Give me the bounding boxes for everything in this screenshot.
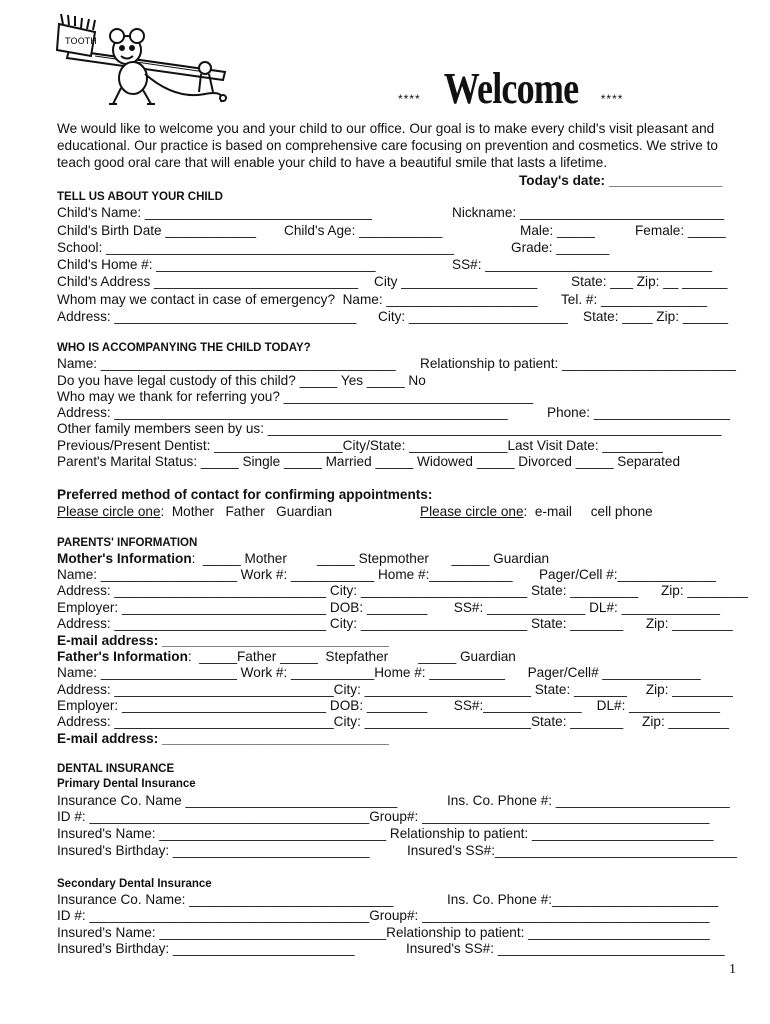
secondary-insured-ss-field[interactable]: Insured's SS#: ______________________________ xyxy=(406,941,725,956)
relation-options[interactable]: : Mother Father Guardian xyxy=(160,504,333,519)
circle-one-label: Please circle one xyxy=(57,504,161,519)
mother-employer-row[interactable]: Employer: ___________________________ DOB: ________ SS#: _____________ DL#: _____________ xyxy=(57,600,720,615)
primary-id-group-field[interactable]: ID #: _____________________________________Group#: ______________________________________ xyxy=(57,809,710,824)
accompany-name-field[interactable]: Name: _______________________________________ xyxy=(57,356,396,371)
child-home-phone-field[interactable]: Child's Home #: _____________________________ xyxy=(57,257,376,272)
section-heading-child: TELL US ABOUT YOUR CHILD xyxy=(57,191,223,203)
father-address2-row[interactable]: Address: _____________________________City: ______________________State: _______ Zip: ________ xyxy=(57,714,729,729)
referral-field[interactable]: Who may we thank for referring you? _________________________________ xyxy=(57,389,534,404)
emergency-contact-name-field[interactable]: Whom may we contact in case of emergency? Name: ____________________ xyxy=(57,292,538,307)
child-nickname-field[interactable]: Nickname: ___________________________ xyxy=(452,205,725,220)
section-heading-parents: PARENTS' INFORMATION xyxy=(57,537,198,549)
intro-paragraph: We would like to welcome you and your child to our office. Our goal is to make every child's visit pleasant and educational. Our practice is based on comprehensive care focusing on prevention and cosmetics. We strive to teach good oral care that will enable your child to have a beautiful smile that lasts a lifetime. xyxy=(57,121,718,170)
circle-one-label: Please circle one xyxy=(420,504,524,519)
previous-dentist-field[interactable]: Previous/Present Dentist: _________________City/State: _____________Last Visit Date: ________ xyxy=(57,438,663,453)
section-heading-insurance: DENTAL INSURANCE xyxy=(57,763,175,775)
primary-insured-birthday-field[interactable]: Insured's Birthday: __________________________ xyxy=(57,843,370,858)
secondary-company-field[interactable]: Insurance Co. Name: ___________________________ xyxy=(57,892,394,907)
child-school-field[interactable]: School: ______________________________________________ xyxy=(57,240,454,255)
primary-insured-ss-field[interactable]: Insured's SS#:________________________________ xyxy=(407,843,737,858)
child-state-zip-field[interactable]: State: ___ Zip: __ ______ xyxy=(571,274,728,289)
father-name-row[interactable]: Name: __________________ Work #: ___________Home #: __________ Pager/Cell# _____________ xyxy=(57,665,701,680)
child-male-field[interactable]: Male: _____ xyxy=(520,223,595,238)
mouse-toothbrush-logo-icon xyxy=(55,10,235,108)
father-email-field[interactable]: E-mail address: ______________________________ xyxy=(57,731,389,746)
child-city-field[interactable]: City __________________ xyxy=(374,274,538,289)
child-female-field[interactable]: Female: _____ xyxy=(635,223,726,238)
accompany-relationship-field[interactable]: Relationship to patient: _______________________ xyxy=(420,356,736,371)
secondary-insurance-heading: Secondary Dental Insurance xyxy=(57,878,212,890)
mother-info-row[interactable] xyxy=(57,551,549,567)
mother-address2-row[interactable]: Address: ____________________________ City: ______________________ State: _______ Zip: ________ xyxy=(57,616,733,631)
child-address-field[interactable]: Child's Address ___________________________ xyxy=(57,274,359,289)
mother-email-field[interactable]: E-mail address: ______________________________ xyxy=(57,633,389,648)
father-info-label: Father's Information xyxy=(57,649,188,664)
mother-address-row[interactable]: Address: ____________________________ City: ______________________ State: _________ Zip: ________ xyxy=(57,583,748,598)
page-number: 1 xyxy=(729,962,736,977)
other-family-members-field[interactable]: Other family members seen by us: ____________________________________________________________ xyxy=(57,421,722,436)
secondary-insured-name-field[interactable]: Insured's Name: ______________________________Relationship to patient: ________________________ xyxy=(57,925,710,940)
contact-options[interactable]: : e-mail cell phone xyxy=(523,504,653,519)
section-heading-accompany: WHO IS ACCOMPANYING THE CHILD TODAY? xyxy=(57,342,311,354)
child-grade-field[interactable]: Grade: _______ xyxy=(511,240,610,255)
svg-text:TOOTH: TOOTH xyxy=(65,37,97,47)
secondary-phone-field[interactable]: Ins. Co. Phone #:______________________ xyxy=(447,892,719,907)
circle-relation-row[interactable] xyxy=(57,504,332,520)
accompany-phone-field[interactable]: Phone: __________________ xyxy=(547,405,730,420)
stars-left: **** xyxy=(398,92,421,106)
preferred-contact-heading: Preferred method of contact for confirming appointments: xyxy=(57,487,433,502)
mother-name-row[interactable]: Name: __________________ Work #: ___________ Home #:___________ Pager/Cell #:_____________ xyxy=(57,567,716,582)
child-ss-field[interactable]: SS#: ______________________________ xyxy=(452,257,713,272)
secondary-id-group-field[interactable]: ID #: _____________________________________Group#: ______________________________________ xyxy=(57,908,710,923)
emergency-contact-tel-field[interactable]: Tel. #: ______________ xyxy=(561,292,707,307)
secondary-insured-birthday-field[interactable]: Insured's Birthday: ________________________ xyxy=(57,941,355,956)
accompany-address-field[interactable]: Address: ____________________________________________________ xyxy=(57,405,508,420)
father-address-row[interactable]: Address: _____________________________City: ______________________ State: _______ Zip: ________ xyxy=(57,682,733,697)
emergency-address-field[interactable]: Address: ________________________________ xyxy=(57,309,357,324)
circle-contact-row[interactable] xyxy=(420,504,653,520)
child-name-field[interactable]: Child's Name: ______________________________ xyxy=(57,205,372,220)
father-role-options[interactable]: : _____Father _____ Stepfather _____ Guardian xyxy=(187,649,516,664)
child-age-field[interactable]: Child's Age: ___________ xyxy=(284,223,443,238)
title-row xyxy=(390,64,631,114)
mother-role-options[interactable]: : _____ Mother _____ Stepmother _____ Guardian xyxy=(191,551,550,566)
mother-info-label: Mother's Information xyxy=(57,551,192,566)
father-employer-row[interactable]: Employer: ___________________________ DOB: ________ SS#:_____________ DL#: ____________ xyxy=(57,698,720,713)
child-birth-date-field[interactable]: Child's Birth Date ____________ xyxy=(57,223,257,238)
primary-phone-field[interactable]: Ins. Co. Phone #: _______________________ xyxy=(447,793,730,808)
legal-custody-field[interactable]: Do you have legal custody of this child? _____ Yes _____ No xyxy=(57,373,426,388)
todays-date-field[interactable]: Today's date: _______________ xyxy=(519,173,723,188)
primary-insurance-heading: Primary Dental Insurance xyxy=(57,778,196,790)
page-title: Welcome xyxy=(443,64,578,113)
stars-right: **** xyxy=(600,92,624,106)
emergency-city-field[interactable]: City: _____________________ xyxy=(378,309,568,324)
marital-status-field[interactable]: Parent's Marital Status: _____ Single _____ Married _____ Widowed _____ Divorced _____ Separated xyxy=(57,454,681,469)
primary-insured-name-field[interactable]: Insured's Name: ______________________________ Relationship to patient: ________________________ xyxy=(57,826,714,841)
father-info-row[interactable] xyxy=(57,649,516,665)
primary-company-field[interactable]: Insurance Co. Name ____________________________ xyxy=(57,793,398,808)
emergency-state-zip-field[interactable]: State: ____ Zip: ______ xyxy=(583,309,729,324)
